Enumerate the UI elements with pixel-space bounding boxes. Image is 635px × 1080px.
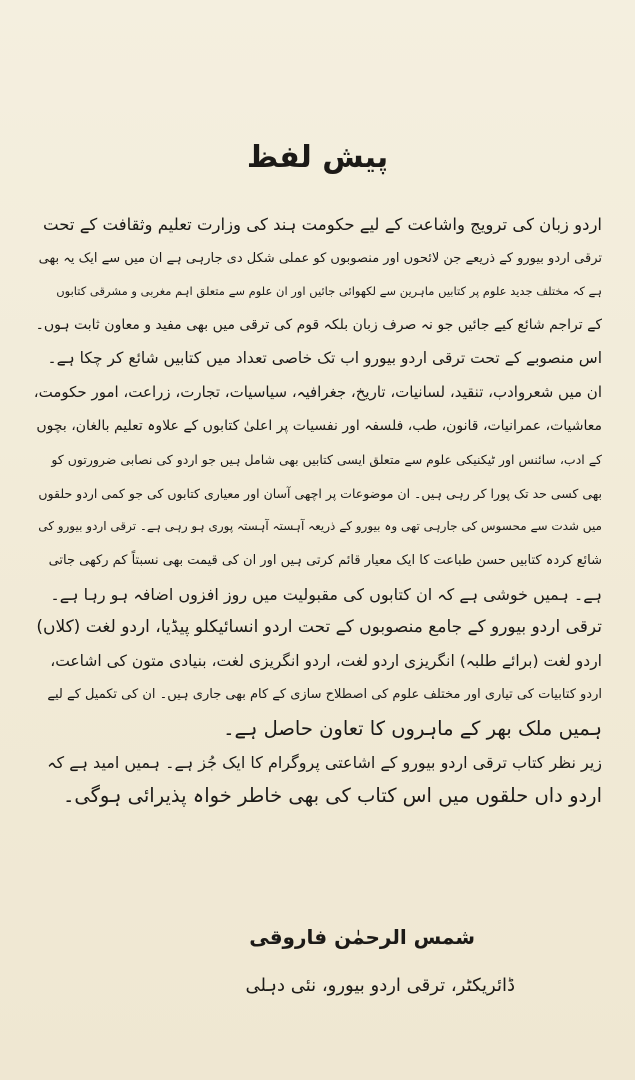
text-line: ترقی اردو بیورو کے ذریعے جن لائحوں اور منصوبوں کو عملی شکل دی جارہی ہے ان میں سے ایک یہ بھی <box>38 250 602 266</box>
author-designation: ڈائریکٹر، ترقی اردو بیورو، نئی دہلی <box>245 975 515 996</box>
text-line: ان میں شعروادب، تنقید، لسانیات، تاریخ، جغرافیہ، سیاسیات، تجارت، زراعت، امور حکومت، <box>34 382 602 401</box>
author-signature: شمس الرحمٰن فاروقی <box>249 925 475 949</box>
text-line: میں شدت سے محسوس کی جارہی تھی وہ بیورو کے ذریعہ آہستہ آہستہ پوری ہو رہی ہے۔ ترقی اردو بیورو کی <box>38 519 602 534</box>
text-line: کے تراجم شائع کیے جائیں جو نہ صرف زبان بلکہ قوم کی ترقی میں بھی مفید و معاون ثابت ہوں۔ <box>35 316 602 333</box>
text-line: ہے کہ مختلف جدید علوم پر کتابیں ماہرین سے لکھوائی جائیں اور ان علوم سے متعلق اہم مغربی و مشرقی کتابوں <box>56 284 602 299</box>
text-line: ہمیں ملک بھر کے ماہروں کا تعاون حاصل ہے۔ <box>223 716 602 740</box>
text-line: کے ادب، سائنس اور ٹیکنیکی علوم سے متعلق ایسی کتابیں بھی شامل ہیں جو اردو کی نصابی ضرورتوں کو <box>51 452 602 468</box>
text-line: اردو داں حلقوں میں اس کتاب کی بھی خاطر خواہ پذیرائی ہوگی۔ <box>62 784 602 808</box>
text-line: اردو کتابیات کی تیاری اور مختلف علوم کی اصطلاح سازی کے کام بھی جاری ہیں۔ ان کی تکمیل کے لیے <box>47 687 602 703</box>
text-line: بھی کسی حد تک پورا کر رہی ہیں۔ ان موضوعات پر اچھی آسان اور معیاری کتابوں کی جو کمی اردو حلقوں <box>38 485 602 501</box>
text-line: ترقی اردو بیورو کے جامع منصوبوں کے تحت اردو انسائیکلو پیڈیا، اردو لغت (کلاں) <box>36 617 602 638</box>
text-line: شائع کردہ کتابیں حسن طباعت کا ایک معیار قائم کرتی ہیں اور ان کی قیمت بھی نسبتاً کم رکھی جاتی <box>48 552 602 568</box>
text-line: اردو لغت (برائے طلبہ) انگریزی اردو لغت، اردو انگریزی لغت، بنیادی متون کی اشاعت، <box>50 651 602 670</box>
preface-body <box>34 208 602 813</box>
text-line: ہے۔ ہمیں خوشی ہے کہ ان کتابوں کی مقبولیت میں روز افزوں اضافہ ہو رہا ہے۔ <box>50 584 602 604</box>
text-line: اردو زبان کی ترویج واشاعت کے لیے حکومت ہند کی وزارت تعلیم وثقافت کے تحت <box>43 215 602 234</box>
text-line: اس منصوبے کے تحت ترقی اردو بیورو اب تک خاصی تعداد میں کتابیں شائع کر چکا ہے۔ <box>47 349 602 368</box>
page-heading: پیش لفظ <box>246 140 389 175</box>
text-line: معاشیات، عمرانیات، قانون، طب، فلسفہ اور نفسیات پر اعلیٰ کتابوں کے علاوہ تعلیم بالغان، بچوں <box>36 417 602 434</box>
text-line: زیر نظر کتاب ترقی اردو بیورو کے اشاعتی پروگرام کا ایک جُز ہے۔ ہمیں امید ہے کہ <box>47 752 602 772</box>
